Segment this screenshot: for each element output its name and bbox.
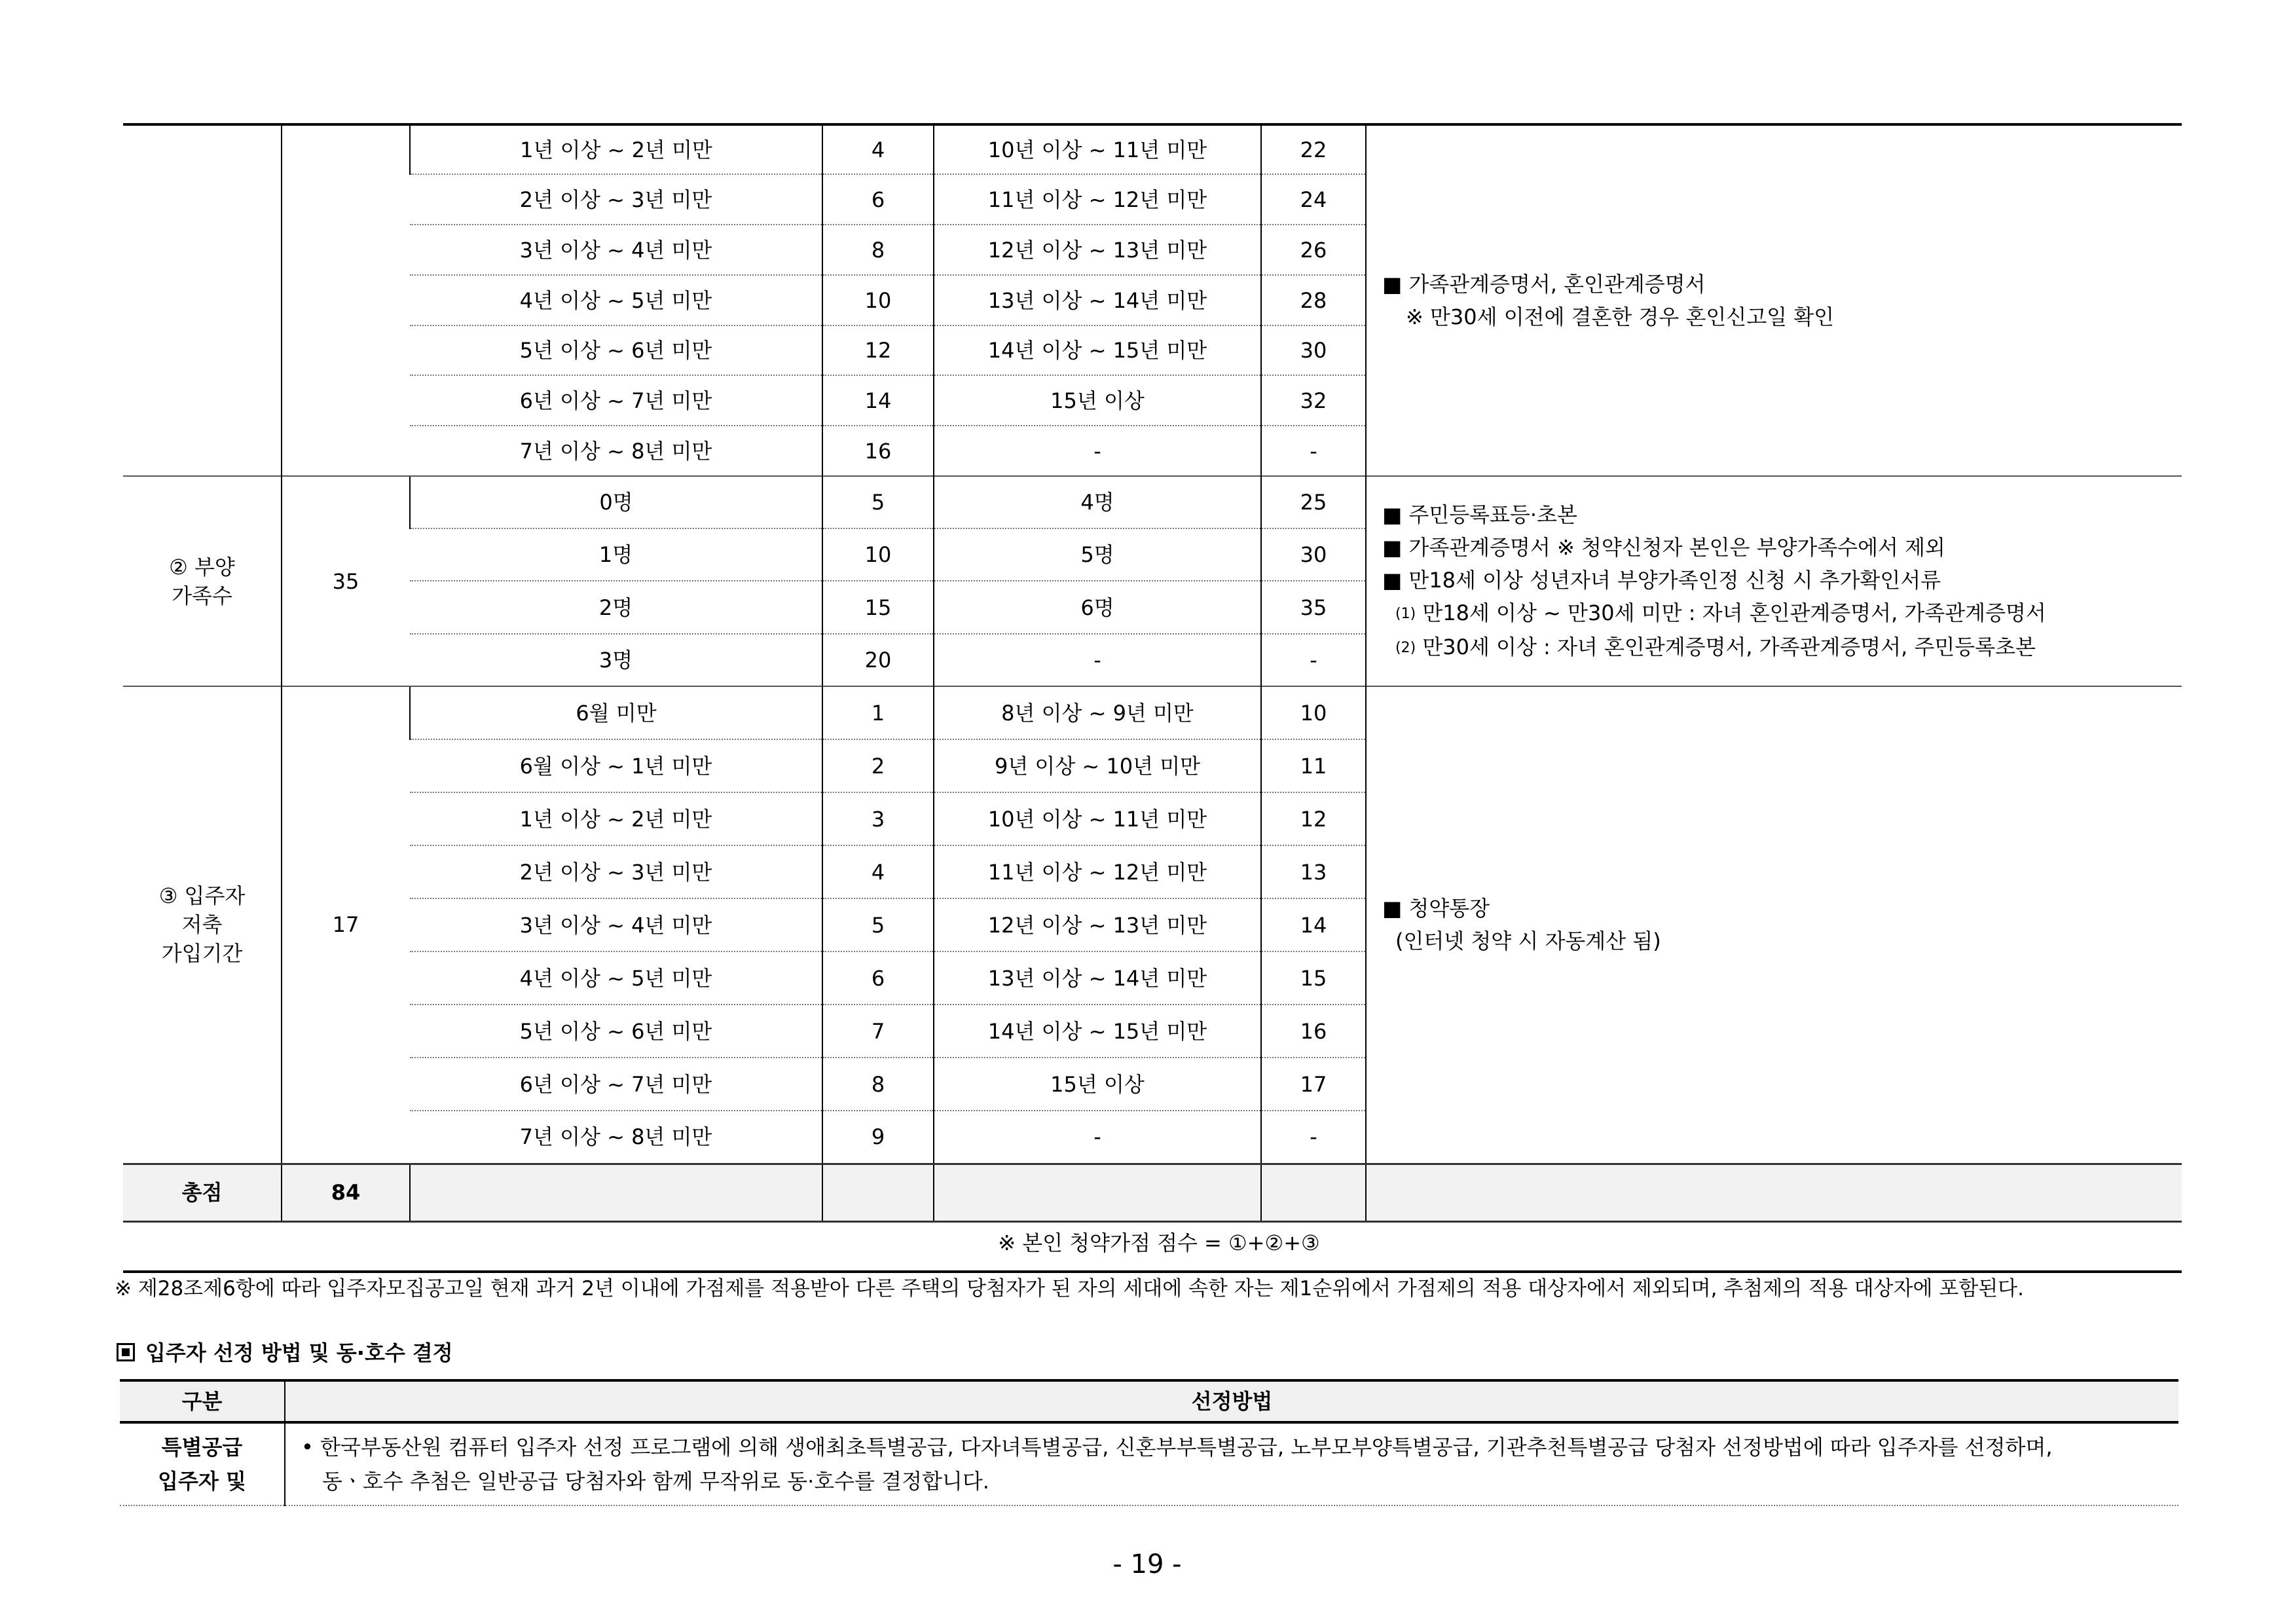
- empty-cell: [1366, 1164, 2182, 1221]
- doc-line: ■ 청약통장: [1382, 896, 1490, 921]
- doc-line: ■ 가족관계증명서, 혼인관계증명서: [1382, 272, 1706, 297]
- range-cell: 5년 이상 ~ 6년 미만: [410, 1005, 822, 1058]
- empty-cell: [934, 1164, 1261, 1221]
- column-header: 선정방법: [285, 1380, 2178, 1422]
- range-cell: 7년 이상 ~ 8년 미만: [410, 426, 822, 476]
- doc-line: ■ 가족관계증명서 ※ 청약신청자 본인은 부양가족수에서 제외: [1382, 534, 1945, 560]
- points-cell: 25: [1261, 476, 1366, 528]
- points-cell: 13: [1261, 845, 1366, 898]
- range-cell: 6명: [934, 581, 1261, 634]
- points-cell: 17: [1261, 1058, 1366, 1111]
- points-cell: 26: [1261, 225, 1366, 275]
- footnote: ※ 제28조제6항에 따라 입주자모집공고일 현재 과거 2년 이내에 가점제를 적용받아 다른 주택의 당첨자가 된 자의 세대에 속한 자는 제1순위에서 가점제의 적용 대상자에서 제외되며, 추첨제의 적용 대상자에 포함된다.: [115, 1277, 2024, 1301]
- points-cell: 35: [1261, 581, 1366, 634]
- range-cell: 10년 이상 ~ 11년 미만: [934, 124, 1261, 174]
- range-cell: 2년 이상 ~ 3년 미만: [410, 845, 822, 898]
- list-marker: (1): [1395, 605, 1416, 622]
- range-cell: 10년 이상 ~ 11년 미만: [934, 792, 1261, 845]
- range-cell: 6년 이상 ~ 7년 미만: [410, 1058, 822, 1111]
- range-cell: 3년 이상 ~ 4년 미만: [410, 225, 822, 275]
- range-cell: 13년 이상 ~ 14년 미만: [934, 275, 1261, 325]
- points-cell: 10: [822, 528, 934, 581]
- range-cell: 4년 이상 ~ 5년 미만: [410, 275, 822, 325]
- score-formula: ※ 본인 청약가점 점수 = ①+②+③: [998, 1230, 1320, 1255]
- range-cell: 9년 이상 ~ 10년 미만: [934, 739, 1261, 792]
- range-cell: 13년 이상 ~ 14년 미만: [934, 951, 1261, 1005]
- points-cell: 9: [822, 1111, 934, 1164]
- points-cell: 10: [1261, 686, 1366, 739]
- points-cell: 16: [822, 426, 934, 476]
- item-cell-1: [123, 124, 282, 476]
- method-line: • 한국부동산원 컴퓨터 입주자 선정 프로그램에 의해 생애최초특별공급, 다자녀특별공급, 신혼부부특별공급, 노부모부양특별공급, 기관추천특별공급 당첨자 선정방법에 따라 입주자를 선정하며,: [301, 1435, 2053, 1460]
- empty-cell: [410, 1164, 822, 1221]
- documents-cell-1: [1366, 124, 2182, 476]
- range-cell: 11년 이상 ~ 12년 미만: [934, 174, 1261, 225]
- doc-line-text: 만30세 이상 : 자녀 혼인관계증명서, 가족관계증명서, 주민등록초본: [1422, 634, 2036, 659]
- range-cell: 1명: [410, 528, 822, 581]
- range-cell: 2년 이상 ~ 3년 미만: [410, 174, 822, 225]
- points-cell: 3: [822, 792, 934, 845]
- points-cell: 15: [1261, 951, 1366, 1005]
- row-label-line: 입주자 및: [158, 1469, 246, 1494]
- points-cell: 22: [1261, 124, 1366, 174]
- doc-line-text: 만18세 이상 ~ 만30세 미만 : 자녀 혼인관계증명서, 가족관계증명서: [1422, 600, 2046, 625]
- doc-line: (인터넷 청약 시 자동계산 됨): [1395, 929, 1661, 954]
- item-label: ③ 입주자: [158, 883, 246, 909]
- range-cell: 0명: [410, 476, 822, 528]
- empty-cell: [1261, 1164, 1366, 1221]
- points-cell: 1: [822, 686, 934, 739]
- doc-line: [1382, 597, 2182, 631]
- range-cell: 6년 이상 ~ 7년 미만: [410, 375, 822, 426]
- item-label: 저축: [181, 912, 223, 938]
- max-score-cell-1: [282, 124, 410, 476]
- points-cell: 6: [822, 174, 934, 225]
- range-cell: 14년 이상 ~ 15년 미만: [934, 1005, 1261, 1058]
- doc-line: ※ 만30세 이전에 결혼한 경우 혼인신고일 확인: [1406, 304, 1835, 329]
- points-cell: -: [1261, 426, 1366, 476]
- item-cell-2: [123, 476, 282, 686]
- points-cell: 30: [1261, 528, 1366, 581]
- range-cell: 6월 미만: [410, 686, 822, 739]
- max-score-cell-2: 35: [282, 476, 410, 686]
- range-cell: 8년 이상 ~ 9년 미만: [934, 686, 1261, 739]
- documents-cell-3: [1366, 686, 2182, 1164]
- range-cell: 15년 이상: [934, 375, 1261, 426]
- points-cell: 30: [1261, 325, 1366, 375]
- points-cell: -: [1261, 1111, 1366, 1164]
- page-number: - 19 -: [1112, 1549, 1182, 1579]
- range-cell: 6월 이상 ~ 1년 미만: [410, 739, 822, 792]
- range-cell: -: [934, 426, 1261, 476]
- section-title-text: 입주자 선정 방법 및 동·호수 결정: [145, 1340, 453, 1365]
- points-cell: 14: [1261, 898, 1366, 951]
- column-header: 구분: [120, 1380, 285, 1422]
- points-cell: 4: [822, 845, 934, 898]
- range-cell: 1년 이상 ~ 2년 미만: [410, 792, 822, 845]
- points-cell: 16: [1261, 1005, 1366, 1058]
- points-cell: 28: [1261, 275, 1366, 325]
- range-cell: 12년 이상 ~ 13년 미만: [934, 225, 1261, 275]
- square-bullet-icon: [117, 1343, 135, 1361]
- range-cell: 2명: [410, 581, 822, 634]
- empty-cell: [822, 1164, 934, 1221]
- range-cell: 1년 이상 ~ 2년 미만: [410, 124, 822, 174]
- table-row: [120, 1422, 2178, 1505]
- total-label: 총점: [123, 1164, 282, 1221]
- item-label: 가입기간: [161, 941, 243, 967]
- total-row: [123, 1164, 2182, 1221]
- doc-line: [1382, 631, 2182, 665]
- points-cell: 8: [822, 225, 934, 275]
- range-cell: 14년 이상 ~ 15년 미만: [934, 325, 1261, 375]
- doc-line: ■ 주민등록표등·초본: [1382, 502, 1577, 527]
- range-cell: 15년 이상: [934, 1058, 1261, 1111]
- points-cell: 12: [822, 325, 934, 375]
- doc-line: ■ 만18세 이상 성년자녀 부양가족인정 신청 시 추가확인서류: [1382, 567, 1941, 593]
- points-cell: 11: [1261, 739, 1366, 792]
- points-cell: 4: [822, 124, 934, 174]
- item-cell-3: [123, 686, 282, 1164]
- points-cell: 5: [822, 476, 934, 528]
- documents-cell-2: [1366, 476, 2182, 686]
- divider: [123, 1270, 2182, 1273]
- points-cell: 2: [822, 739, 934, 792]
- method-line: 동ㆍ호수 추첨은 일반공급 당첨자와 함께 무작위로 동·호수를 결정합니다.: [322, 1469, 989, 1494]
- points-cell: 15: [822, 581, 934, 634]
- score-table: [123, 123, 2182, 1223]
- range-cell: 3명: [410, 634, 822, 686]
- section-title: [117, 1338, 453, 1367]
- range-cell: 5년 이상 ~ 6년 미만: [410, 325, 822, 375]
- points-cell: 14: [822, 375, 934, 426]
- range-cell: 7년 이상 ~ 8년 미만: [410, 1111, 822, 1164]
- table-row: [123, 124, 2182, 174]
- row-label-line: 특별공급: [161, 1435, 243, 1460]
- points-cell: 20: [822, 634, 934, 686]
- range-cell: 12년 이상 ~ 13년 미만: [934, 898, 1261, 951]
- max-score-cell-3: 17: [282, 686, 410, 1164]
- points-cell: 24: [1261, 174, 1366, 225]
- method-cell: [285, 1422, 2178, 1505]
- points-cell: -: [1261, 634, 1366, 686]
- selection-table: [120, 1379, 2178, 1506]
- range-cell: 11년 이상 ~ 12년 미만: [934, 845, 1261, 898]
- points-cell: 7: [822, 1005, 934, 1058]
- range-cell: -: [934, 1111, 1261, 1164]
- range-cell: 4년 이상 ~ 5년 미만: [410, 951, 822, 1005]
- table-row: [123, 686, 2182, 739]
- points-cell: 32: [1261, 375, 1366, 426]
- row-label: [120, 1422, 285, 1505]
- total-score: 84: [282, 1164, 410, 1221]
- range-cell: 5명: [934, 528, 1261, 581]
- points-cell: 8: [822, 1058, 934, 1111]
- range-cell: -: [934, 634, 1261, 686]
- points-cell: 5: [822, 898, 934, 951]
- item-label: 가족수: [172, 583, 232, 608]
- range-cell: 3년 이상 ~ 4년 미만: [410, 898, 822, 951]
- points-cell: 6: [822, 951, 934, 1005]
- table-row: [123, 476, 2182, 528]
- points-cell: 10: [822, 275, 934, 325]
- points-cell: 12: [1261, 792, 1366, 845]
- list-marker: (2): [1395, 639, 1416, 656]
- item-label: ② 부양: [169, 554, 235, 580]
- range-cell: 4명: [934, 476, 1261, 528]
